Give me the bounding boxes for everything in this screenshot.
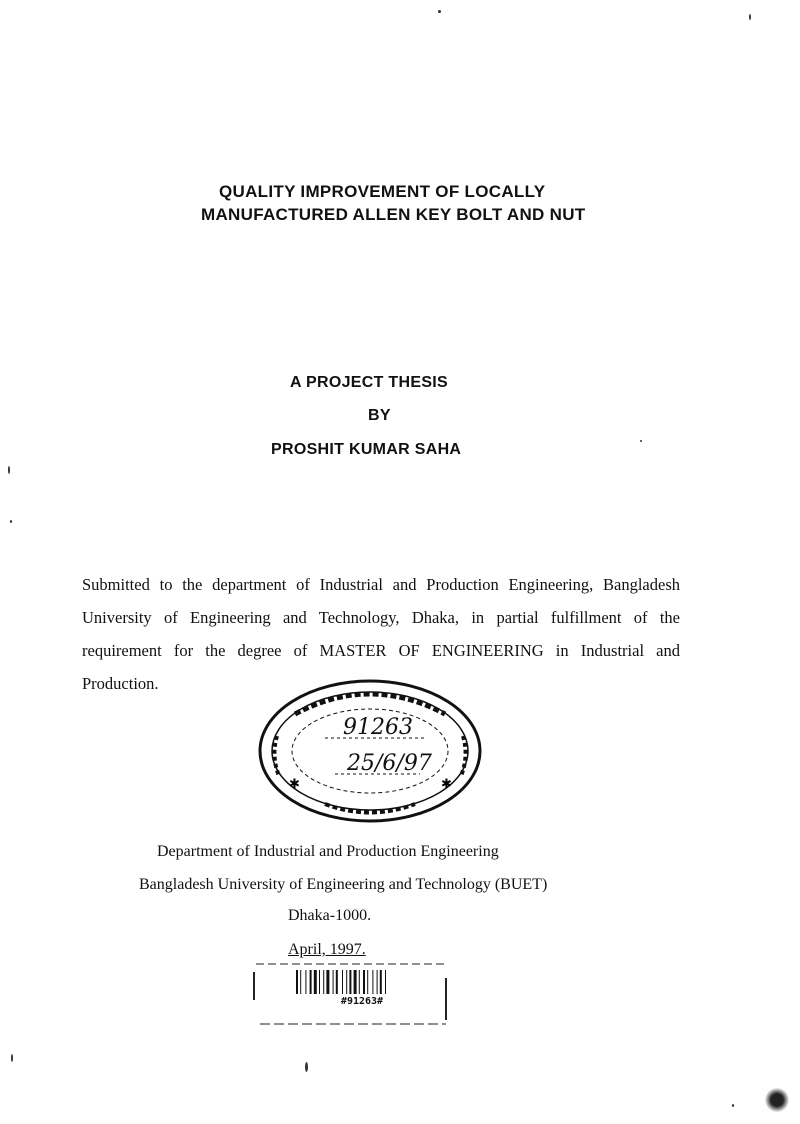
barcode-bars: [296, 970, 386, 994]
university-name: Bangladesh University of Engineering and Technology (BUET): [139, 876, 548, 893]
stamp-star-left: ✱: [289, 777, 300, 792]
scan-speck: [749, 14, 751, 20]
author-name: PROSHIT KUMAR SAHA: [271, 441, 462, 458]
scan-speck: [640, 440, 642, 442]
barcode-label: [250, 960, 450, 1030]
stamp-accession-number: 91263: [343, 715, 413, 740]
city: Dhaka-1000.: [288, 907, 372, 924]
library-stamp: [255, 676, 485, 826]
thesis-by: BY: [368, 407, 391, 424]
scan-speck: [732, 1104, 734, 1107]
scan-speck: [10, 520, 12, 523]
department-name: Department of Industrial and Production Engineering: [157, 843, 499, 860]
barcode-text: #91263#: [340, 996, 384, 1007]
barcode-frame: [250, 960, 450, 1030]
submission-date: April, 1997.: [288, 941, 366, 958]
scan-speck: [762, 1086, 792, 1114]
scan-speck: [305, 1062, 308, 1072]
stamp-date: 25/6/97: [347, 751, 432, 776]
scan-speck: [438, 10, 441, 13]
scan-speck: [8, 466, 10, 474]
scan-speck: [11, 1054, 13, 1062]
submission-paragraph: Submitted to the department of Industrial and Production Engineering, Bangladesh University of Engineering and Technology, Dhaka, in partial fulfillment of the requirement for the degree of MASTER OF ENGINEERING in Industrial and Production.: [82, 575, 680, 693]
title-line-1: QUALITY IMPROVEMENT OF LOCALLY: [219, 182, 546, 201]
title-line-2: MANUFACTURED ALLEN KEY BOLT AND NUT: [201, 205, 586, 224]
stamp-star-right: ✱: [441, 777, 452, 792]
thesis-type: A PROJECT THESIS: [290, 374, 449, 391]
